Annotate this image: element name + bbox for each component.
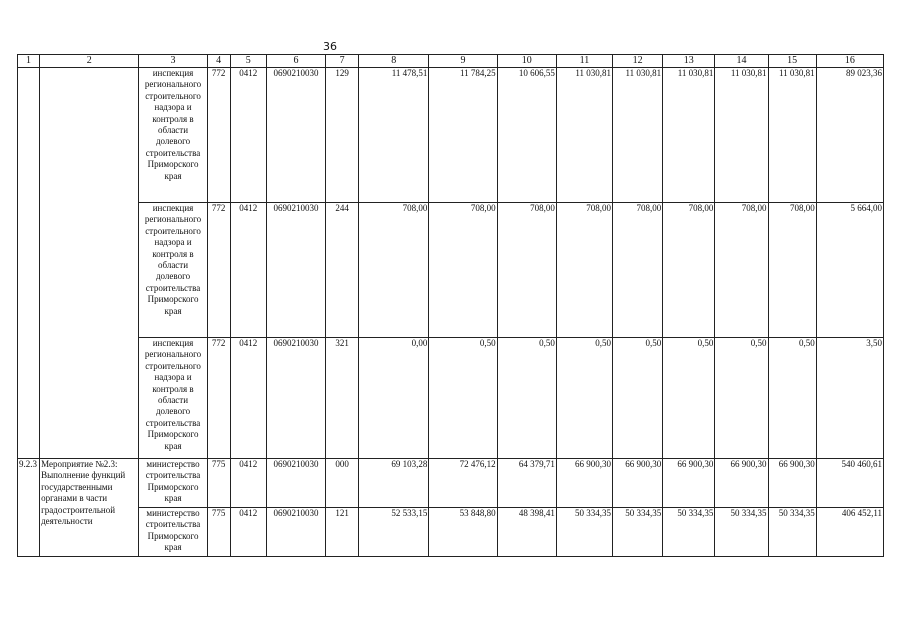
table-row [18,338,884,459]
cell-code: 0690210030 [266,68,325,203]
cell-total: 89 023,36 [816,68,883,203]
cell-amount: 0,50 [613,338,663,459]
cell-amount: 708,00 [556,203,612,338]
cell-code: 244 [326,203,359,338]
cell-amount: 11 030,81 [613,68,663,203]
cell-number [18,68,40,459]
column-header: 7 [326,55,359,68]
cell-amount: 69 103,28 [359,459,429,508]
cell-code: 0412 [230,508,266,557]
cell-executor: министерство строительства Приморского края [139,508,207,557]
cell-code: 000 [326,459,359,508]
cell-executor: министерство строительства Приморского края [139,459,207,508]
cell-amount: 66 900,30 [768,459,816,508]
cell-activity: Мероприятие №2.3: Выполнение функций государственными органами в части градостроительной деятельности [40,459,139,557]
column-header: 13 [663,55,715,68]
column-header: 2 [40,55,139,68]
cell-total: 406 452,11 [816,508,883,557]
cell-code: 775 [207,459,230,508]
cell-code: 0412 [230,68,266,203]
cell-amount: 708,00 [359,203,429,338]
cell-executor: инспекция регионального строительного надзора и контроля в области долевого строительства Приморского края [139,203,207,338]
cell-code: 0412 [230,459,266,508]
cell-amount: 50 334,35 [715,508,768,557]
cell-code: 121 [326,508,359,557]
column-header: 12 [613,55,663,68]
cell-amount: 0,50 [497,338,556,459]
cell-amount: 11 030,81 [768,68,816,203]
cell-amount: 0,50 [556,338,612,459]
cell-amount: 0,50 [663,338,715,459]
cell-amount: 0,50 [715,338,768,459]
column-header: 11 [556,55,612,68]
cell-amount: 708,00 [613,203,663,338]
column-header: 14 [715,55,768,68]
cell-amount: 10 606,55 [497,68,556,203]
column-header: 16 [816,55,883,68]
cell-total: 540 460,61 [816,459,883,508]
column-header: 5 [230,55,266,68]
cell-amount: 708,00 [663,203,715,338]
cell-amount: 53 848,80 [429,508,497,557]
table-row [18,68,884,203]
cell-amount: 11 784,25 [429,68,497,203]
cell-amount: 0,50 [429,338,497,459]
table-row [18,508,884,557]
cell-code: 772 [207,338,230,459]
cell-amount: 50 334,35 [613,508,663,557]
cell-code: 0412 [230,203,266,338]
cell-code: 129 [326,68,359,203]
column-header: 1 [18,55,40,68]
cell-amount: 0,50 [768,338,816,459]
cell-code: 0412 [230,338,266,459]
cell-amount: 64 379,71 [497,459,556,508]
cell-amount: 11 030,81 [556,68,612,203]
cell-amount: 50 334,35 [768,508,816,557]
cell-activity [40,68,139,459]
column-header: 6 [266,55,325,68]
cell-amount: 72 476,12 [429,459,497,508]
cell-total: 3,50 [816,338,883,459]
cell-amount: 50 334,35 [663,508,715,557]
cell-amount: 66 900,30 [556,459,612,508]
cell-amount: 708,00 [715,203,768,338]
cell-code: 321 [326,338,359,459]
cell-code: 0690210030 [266,203,325,338]
cell-code: 772 [207,203,230,338]
cell-code: 0690210030 [266,508,325,557]
cell-amount: 66 900,30 [613,459,663,508]
cell-number: 9.2.3 [18,459,40,557]
table-row [18,203,884,338]
cell-code: 775 [207,508,230,557]
cell-amount: 708,00 [768,203,816,338]
cell-amount: 0,00 [359,338,429,459]
cell-amount: 708,00 [429,203,497,338]
column-header: 8 [359,55,429,68]
column-header: 4 [207,55,230,68]
cell-amount: 11 030,81 [663,68,715,203]
cell-executor: инспекция регионального строительного надзора и контроля в области долевого строительства Приморского края [139,68,207,203]
cell-total: 5 664,00 [816,203,883,338]
cell-code: 772 [207,68,230,203]
cell-executor: инспекция регионального строительного надзора и контроля в области долевого строительства Приморского края [139,338,207,459]
page-number: 36 [323,40,337,53]
cell-amount: 50 334,35 [556,508,612,557]
cell-code: 0690210030 [266,338,325,459]
cell-code: 0690210030 [266,459,325,508]
cell-amount: 48 398,41 [497,508,556,557]
cell-amount: 66 900,30 [663,459,715,508]
column-header: 10 [497,55,556,68]
cell-amount: 52 533,15 [359,508,429,557]
budget-table [17,54,884,557]
cell-amount: 66 900,30 [715,459,768,508]
cell-amount: 708,00 [497,203,556,338]
cell-amount: 11 478,51 [359,68,429,203]
column-header: 15 [768,55,816,68]
table-row [18,459,884,508]
header-row [18,55,884,68]
column-header: 9 [429,55,497,68]
cell-amount: 11 030,81 [715,68,768,203]
column-header: 3 [139,55,207,68]
